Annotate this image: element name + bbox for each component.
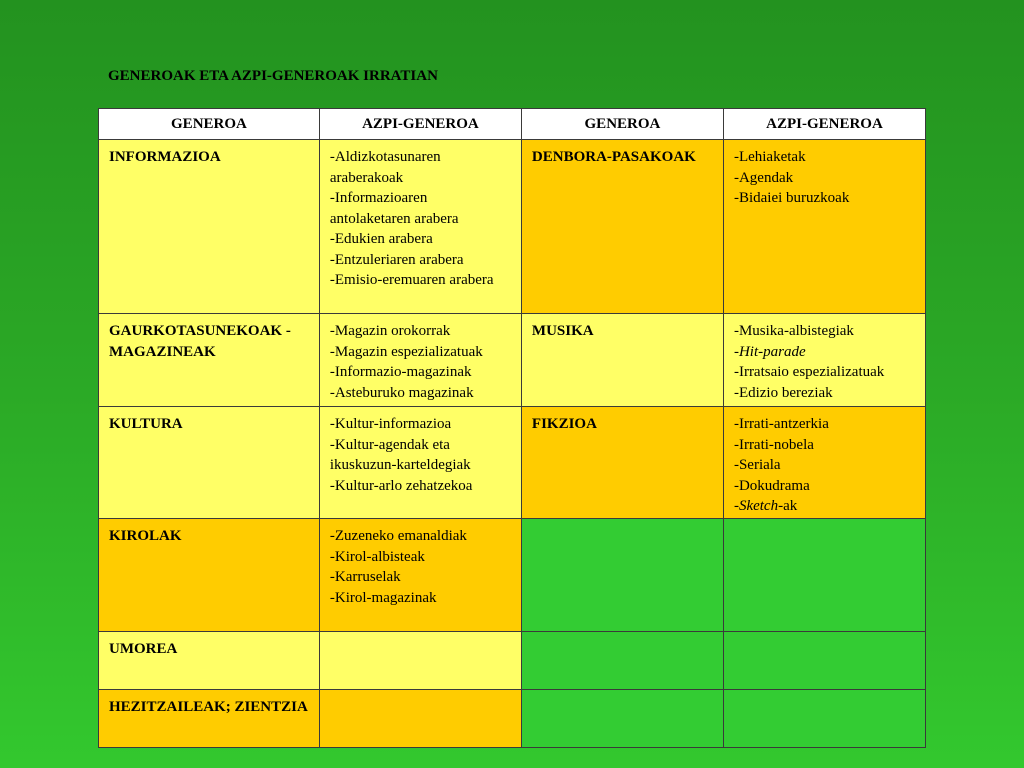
subgenre-item: -Kultur-informazioa bbox=[329, 416, 452, 432]
empty-cell bbox=[319, 632, 521, 690]
subgenre-item: -Kirol-albisteak bbox=[329, 548, 425, 565]
subgenre-cell bbox=[723, 140, 925, 314]
genre-cell: KIROLAK bbox=[99, 519, 320, 632]
genre-cell: KULTURA bbox=[99, 407, 320, 519]
empty-cell bbox=[521, 690, 723, 748]
genre-cell: UMOREA bbox=[99, 632, 320, 690]
genre-cell: FIKZIOA bbox=[521, 407, 723, 519]
header-genre-2: GENEROA bbox=[521, 109, 723, 140]
subgenre-item: -Zuzeneko emanaldiak bbox=[329, 528, 467, 544]
empty-cell bbox=[723, 632, 925, 690]
subgenre-cell bbox=[723, 314, 925, 407]
table-header-row bbox=[99, 109, 926, 140]
genre-cell: GAURKOTASUNEKOAK -MAGAZINEAK bbox=[99, 314, 320, 407]
subgenre-item: -Informazio-magazinak bbox=[329, 364, 472, 380]
subgenre-item: -Kultur-agendak eta ikuskuzun-karteldegiak bbox=[329, 436, 471, 473]
subgenre-item: -Agendak bbox=[733, 169, 794, 186]
subgenre-item: -Lehiaketak bbox=[733, 149, 806, 165]
subgenre-item: -Karruselak bbox=[329, 569, 401, 585]
subgenre-item: -Kirol-magazinak bbox=[329, 589, 437, 606]
subgenre-item-italic: Hit-parade bbox=[738, 343, 806, 360]
subgenre-item-suffix: -ak bbox=[778, 498, 798, 514]
genre-cell: DENBORA-PASAKOAK bbox=[521, 140, 723, 314]
genre-table bbox=[98, 108, 926, 748]
subgenre-item: -Aldizkotasunaren araberakoak bbox=[329, 149, 441, 186]
subgenre-item: -Kultur-arlo zehatzekoa bbox=[329, 477, 473, 494]
empty-cell bbox=[521, 519, 723, 632]
subgenre-item: -Musika-albistegiak bbox=[733, 323, 854, 339]
subgenre-item: -Magazin orokorrak bbox=[329, 323, 451, 339]
subgenre-item bbox=[734, 342, 915, 363]
subgenre-item-dash: - bbox=[733, 498, 739, 514]
subgenre-item: -Magazin espezializatuak bbox=[329, 343, 483, 360]
table-row bbox=[99, 407, 926, 519]
subgenre-item-dash: - bbox=[733, 343, 739, 360]
empty-cell bbox=[521, 632, 723, 690]
subgenre-item: -Bidaiei buruzkoak bbox=[733, 190, 850, 206]
table-row bbox=[99, 632, 926, 690]
subgenre-item: -Irratsaio espezializatuak bbox=[733, 364, 885, 380]
subgenre-cell bbox=[319, 140, 521, 314]
subgenre-item: -Asteburuko magazinak bbox=[329, 384, 474, 401]
subgenre-item: -Edizio bereziak bbox=[733, 384, 833, 401]
subgenre-item: -Informazioaren antolaketaren arabera bbox=[329, 190, 459, 227]
table-row bbox=[99, 690, 926, 748]
header-genre-1: GENEROA bbox=[99, 109, 320, 140]
empty-cell bbox=[723, 690, 925, 748]
genre-cell: HEZITZAILEAK; ZIENTZIA bbox=[99, 690, 320, 748]
subgenre-item: -Edukien arabera bbox=[329, 231, 433, 247]
subgenre-cell bbox=[319, 519, 521, 632]
genre-cell: MUSIKA bbox=[521, 314, 723, 407]
subgenre-cell bbox=[319, 407, 521, 519]
subgenre-item-italic: Sketch bbox=[738, 498, 779, 514]
empty-cell bbox=[319, 690, 521, 748]
genre-cell: INFORMAZIOA bbox=[99, 140, 320, 314]
header-subgenre-2: AZPI-GENEROA bbox=[723, 109, 925, 140]
table-row bbox=[99, 140, 926, 314]
table-row bbox=[99, 314, 926, 407]
subgenre-cell bbox=[723, 407, 925, 519]
subgenre-item bbox=[734, 496, 915, 517]
subgenre-item: -Dokudrama bbox=[733, 477, 810, 494]
table-row bbox=[99, 519, 926, 632]
subgenre-cell bbox=[319, 314, 521, 407]
subgenre-item: -Entzuleriaren arabera bbox=[329, 251, 464, 268]
subgenre-item: -Irrati-antzerkia bbox=[733, 416, 829, 432]
subgenre-item: -Emisio-eremuaren arabera bbox=[329, 272, 494, 288]
subgenre-item: -Seriala bbox=[733, 457, 781, 473]
subgenre-item: -Irrati-nobela bbox=[733, 436, 814, 453]
header-subgenre-1: AZPI-GENEROA bbox=[319, 109, 521, 140]
empty-cell bbox=[723, 519, 925, 632]
page-title: GENEROAK ETA AZPI-GENEROAK IRRATIAN bbox=[108, 68, 438, 84]
